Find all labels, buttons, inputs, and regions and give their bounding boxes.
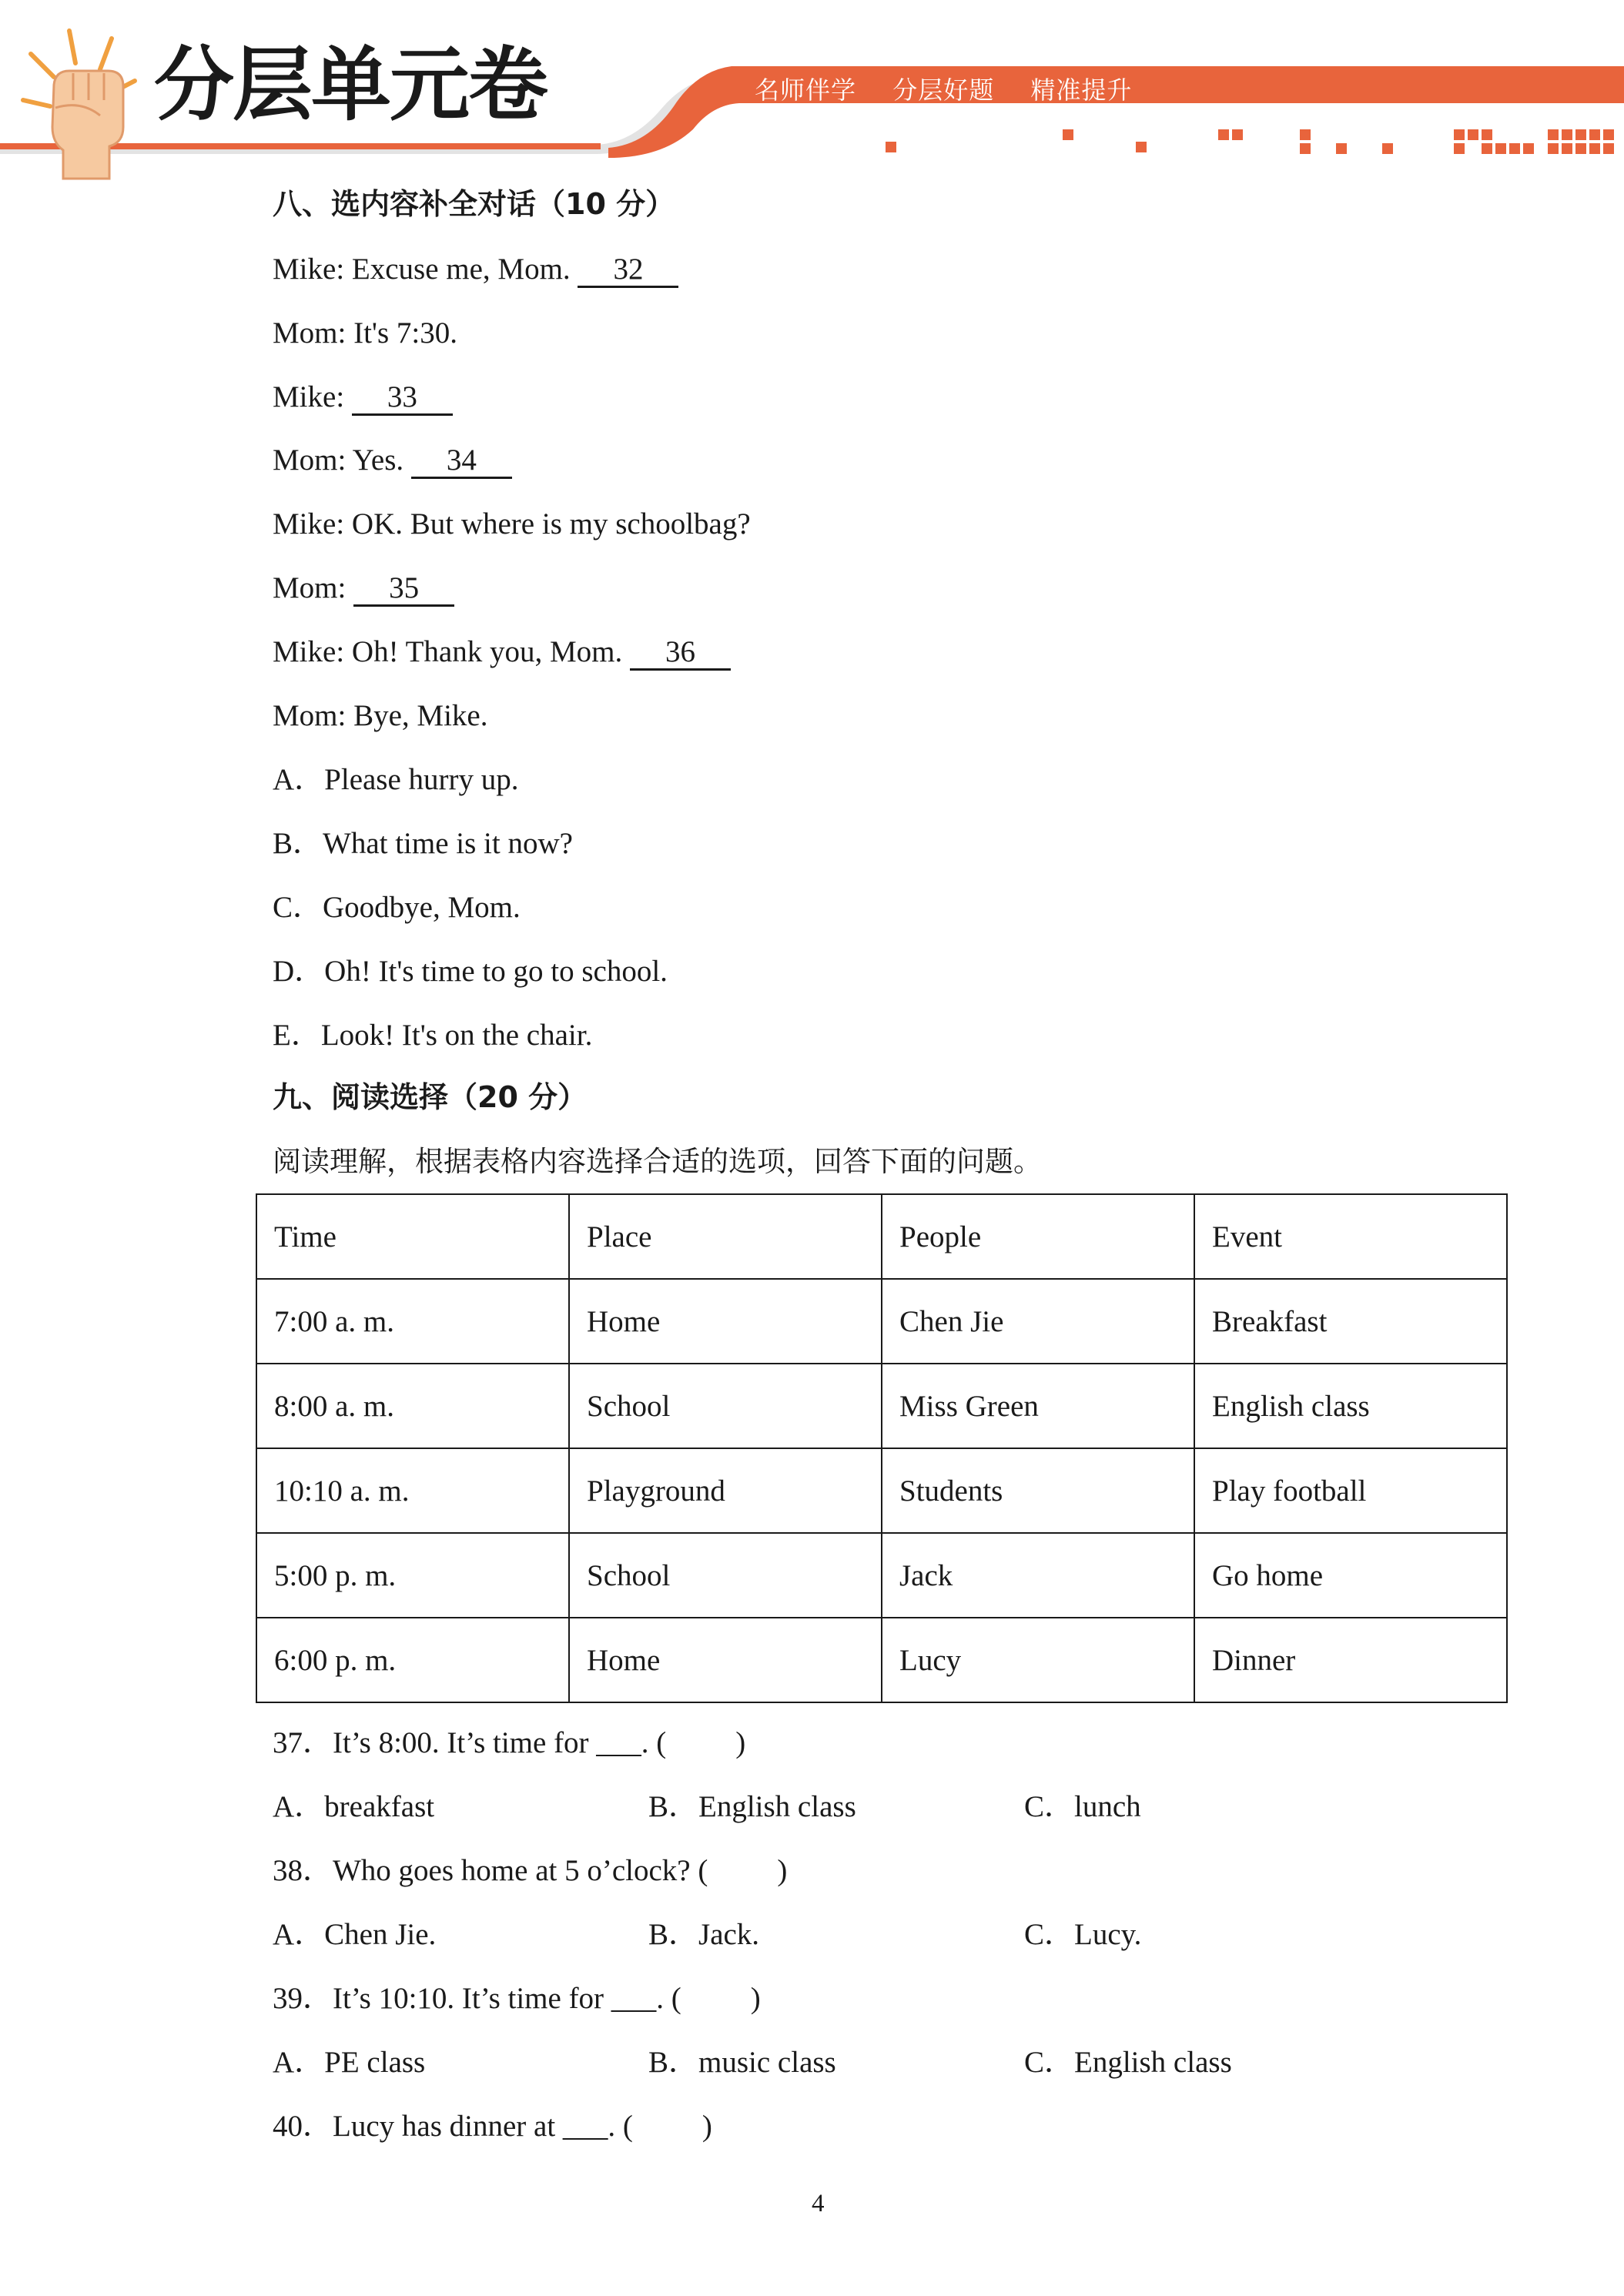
dialogue-text: Mike: OK. But where is my schoolbag? xyxy=(273,507,751,541)
question-38 xyxy=(273,1856,787,1886)
dialogue-text: Mom: xyxy=(273,571,354,604)
dialogue-text: Mom: Yes. xyxy=(273,443,411,477)
table-cell: 7:00 a. m. xyxy=(256,1279,569,1364)
dialogue-line xyxy=(273,318,457,348)
fist-logo-icon xyxy=(8,0,146,185)
question-stem: 40．Lucy has dinner at ___. ( xyxy=(273,2110,633,2143)
table-row xyxy=(256,1448,1507,1533)
table-cell: 5:00 p. m. xyxy=(256,1533,569,1618)
question-stem: 37．It’s 8:00. It’s time for ___. ( xyxy=(273,1726,667,1759)
table-cell: Students xyxy=(882,1448,1194,1533)
table-cell: Miss Green xyxy=(882,1364,1194,1448)
table-header-row xyxy=(256,1194,1507,1279)
dialogue-line xyxy=(273,445,512,479)
dialogue-line xyxy=(273,382,453,416)
table-cell: Jack xyxy=(882,1533,1194,1618)
q39-option-b: B．music class xyxy=(648,2046,836,2079)
dialogue-line xyxy=(273,637,731,671)
table-cell: Breakfast xyxy=(1194,1279,1507,1364)
dialogue-line xyxy=(273,573,454,607)
table-cell: 8:00 a. m. xyxy=(256,1364,569,1448)
table-cell: Play football xyxy=(1194,1448,1507,1533)
answer-blank[interactable]: 35 xyxy=(353,573,454,607)
table-row xyxy=(256,1279,1507,1364)
table-cell: Playground xyxy=(569,1448,882,1533)
table-cell: School xyxy=(569,1364,882,1448)
dialogue-text: Mom: It's 7:30. xyxy=(273,316,457,350)
table-cell: Home xyxy=(569,1279,882,1364)
answer-blank[interactable]: 36 xyxy=(630,637,731,671)
page-number: 4 xyxy=(812,2190,825,2217)
table-header-cell: Place xyxy=(569,1194,882,1279)
table-row xyxy=(256,1618,1507,1702)
table-cell: Dinner xyxy=(1194,1618,1507,1702)
answer-blank[interactable]: 33 xyxy=(352,382,453,416)
answer-blank[interactable]: 32 xyxy=(578,254,678,288)
question-39 xyxy=(273,1983,761,2013)
q37-option-a: A．breakfast xyxy=(273,1790,435,1823)
slogan-item: 名师伴学 xyxy=(755,75,857,105)
q38-option-a: A．Chen Jie. xyxy=(273,1918,437,1951)
table-row xyxy=(256,1364,1507,1448)
table-cell: English class xyxy=(1194,1364,1507,1448)
question-close: ) xyxy=(735,1726,746,1759)
answer-blank[interactable]: 34 xyxy=(411,445,512,479)
question-37 xyxy=(273,1728,745,1758)
table-row xyxy=(256,1533,1507,1618)
q39-option-a: A．PE class xyxy=(273,2046,426,2079)
question-close: ) xyxy=(777,1854,788,1887)
header-slogan xyxy=(755,71,1160,106)
table-cell: Go home xyxy=(1194,1533,1507,1618)
table-header-cell: Time xyxy=(256,1194,569,1279)
q38-option-b: B．Jack. xyxy=(648,1918,760,1951)
brand-title: 分层单元卷 xyxy=(154,38,547,132)
slogan-item: 分层好题 xyxy=(892,75,995,105)
schedule-table xyxy=(256,1193,1508,1703)
dialogue-line xyxy=(273,701,488,731)
option-e: E．Look! It's on the chair. xyxy=(273,1019,593,1052)
question-stem: 39．It’s 10:10. It’s time for ___. ( xyxy=(273,1982,681,2015)
table-header-cell: People xyxy=(882,1194,1194,1279)
dialogue-line xyxy=(273,509,751,539)
q37-option-c: C．lunch xyxy=(1024,1790,1141,1823)
table-cell: School xyxy=(569,1533,882,1618)
q38-option-c: C．Lucy. xyxy=(1024,1918,1142,1951)
dialogue-line xyxy=(273,254,678,288)
option-a: A．Please hurry up. xyxy=(273,763,519,796)
option-d: D．Oh! It's time to go to school. xyxy=(273,955,668,988)
question-40 xyxy=(273,2111,712,2141)
section-9-heading: 九、阅读选择（20 分） xyxy=(273,1080,588,1114)
option-c: C．Goodbye, Mom. xyxy=(273,891,521,924)
dialogue-text: Mike: xyxy=(273,380,352,413)
dialogue-text: Mike: Oh! Thank you, Mom. xyxy=(273,635,631,668)
table-cell: 6:00 p. m. xyxy=(256,1618,569,1702)
question-close: ) xyxy=(702,2110,712,2143)
section-9-instruction: 阅读理解，根据表格内容选择合适的选项，回答下面的问题。 xyxy=(273,1145,1042,1178)
question-close: ) xyxy=(750,1982,761,2015)
question-stem: 38．Who goes home at 5 o’clock? ( xyxy=(273,1854,708,1887)
table-cell: Lucy xyxy=(882,1618,1194,1702)
q37-option-b: B．English class xyxy=(648,1790,856,1823)
section-8-heading: 八、选内容补全对话（10 分） xyxy=(273,187,675,221)
table-cell: Home xyxy=(569,1618,882,1702)
page-header xyxy=(0,0,1624,185)
option-b: B．What time is it now? xyxy=(273,827,573,860)
table-header-cell: Event xyxy=(1194,1194,1507,1279)
slogan-item: 精准提升 xyxy=(1030,75,1133,105)
dialogue-text: Mike: Excuse me, Mom. xyxy=(273,253,578,286)
table-cell: Chen Jie xyxy=(882,1279,1194,1364)
q39-option-c: C．English class xyxy=(1024,2046,1232,2079)
dialogue-text: Mom: Bye, Mike. xyxy=(273,699,488,732)
table-cell: 10:10 a. m. xyxy=(256,1448,569,1533)
